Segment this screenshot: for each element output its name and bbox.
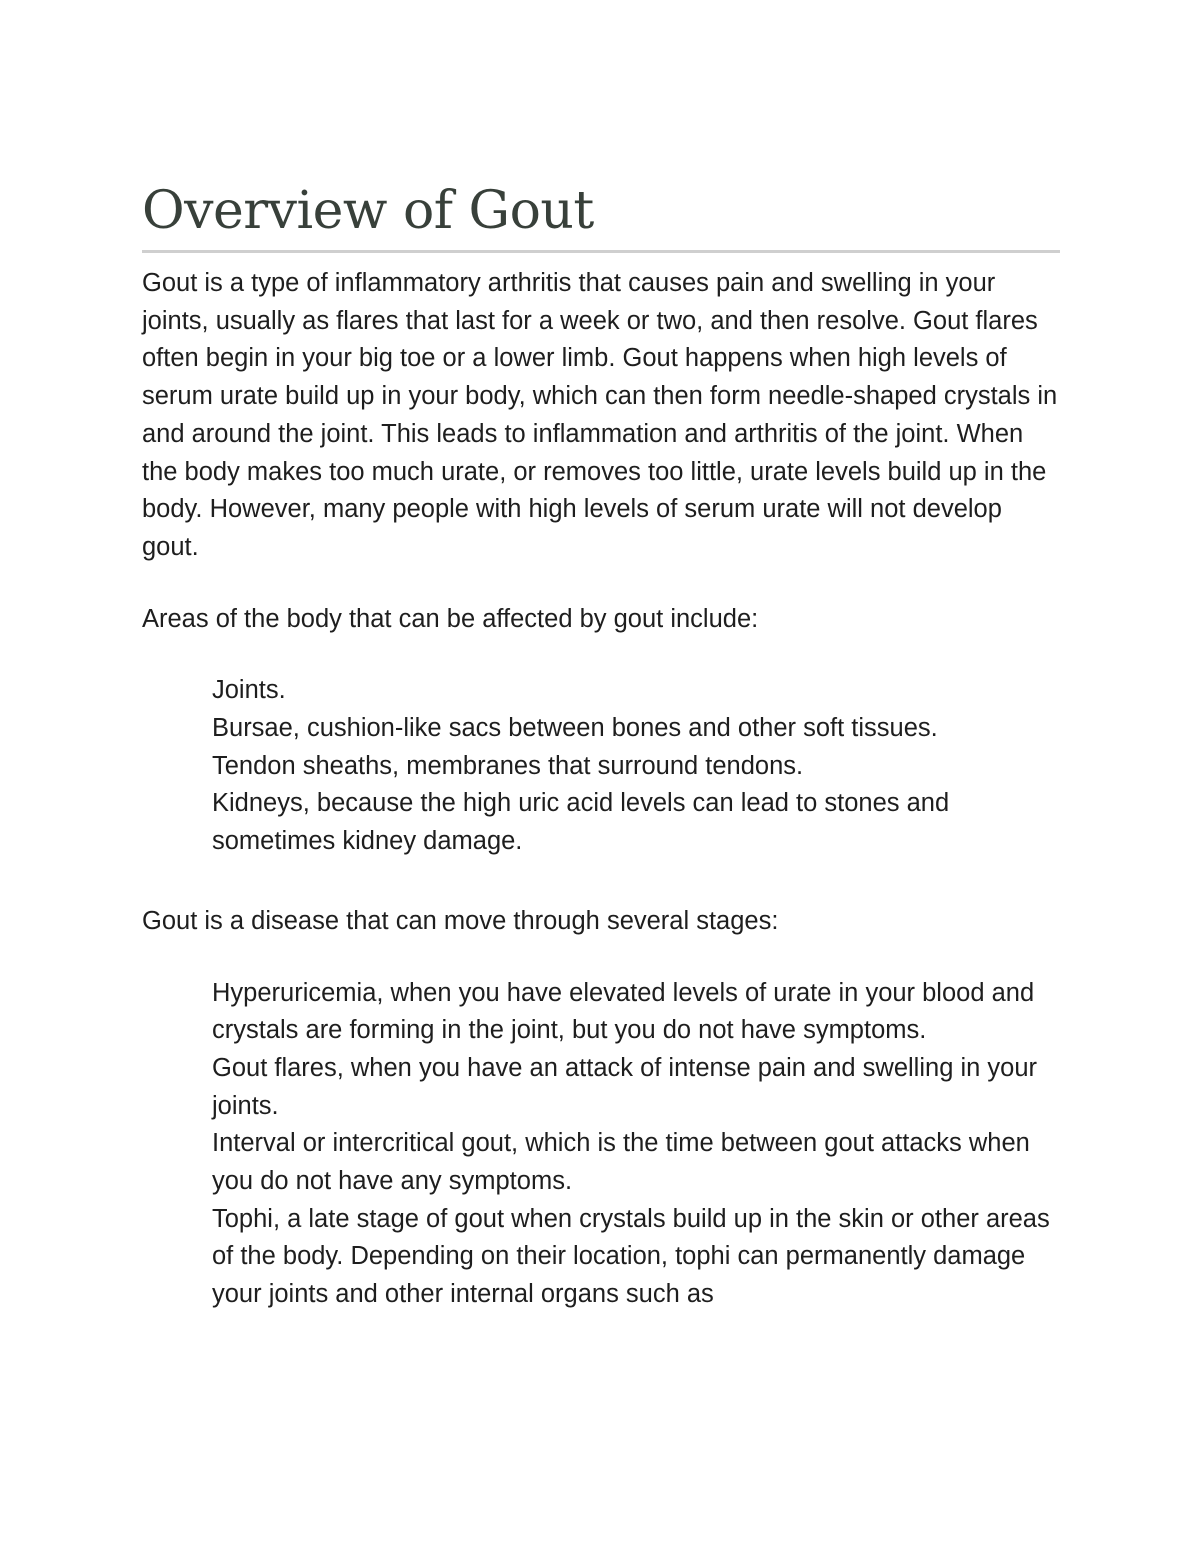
intro-paragraph: Gout is a type of inflammatory arthritis that causes pain and swelling in your joints, usually as flares that last for a week or two, and then resolve. Gout flares often begin in your big toe or a lower limb. Gout happens when high levels of serum urate build up in your body, which can then form needle-shaped crystals in and around the joint. This leads to inflammation and arthritis of the joint. When the body makes too much urate, or removes too little, urate levels build up in the body. However, many people with high levels of serum urate will not develop gout.: [142, 269, 1058, 561]
list-item: Joints.: [212, 676, 286, 705]
stages-lead-paragraph: Gout is a disease that can move through several stages:: [142, 906, 779, 935]
list-item: Tophi, a late stage of gout when crystals build up in the skin or other areas of the body. Depending on their location, tophi can permanently damage your joints and other internal organs such as: [212, 1204, 1050, 1309]
list-item: Kidneys, because the high uric acid levels can lead to stones and sometimes kidney damage.: [212, 789, 950, 856]
gout-stages-list: [212, 975, 1060, 1314]
list-item: Interval or intercritical gout, which is the time between gout attacks when you do not have any symptoms.: [212, 1129, 1030, 1196]
list-item: Bursae, cushion-like sacs between bones and other soft tissues.: [212, 714, 938, 743]
page-title: Overview of Gout: [142, 181, 594, 241]
document-body: [142, 178, 1060, 1348]
areas-lead-paragraph: Areas of the body that can be affected by gout include:: [142, 604, 759, 633]
title-divider: [142, 250, 1060, 253]
list-item: Tendon sheaths, membranes that surround tendons.: [212, 751, 804, 780]
list-item: Gout flares, when you have an attack of intense pain and swelling in your joints.: [212, 1053, 1038, 1120]
affected-areas-list: [212, 672, 1060, 861]
list-item: Hyperuricemia, when you have elevated levels of urate in your blood and crystals are forming in the joint, but you do not have symptoms.: [212, 978, 1035, 1045]
